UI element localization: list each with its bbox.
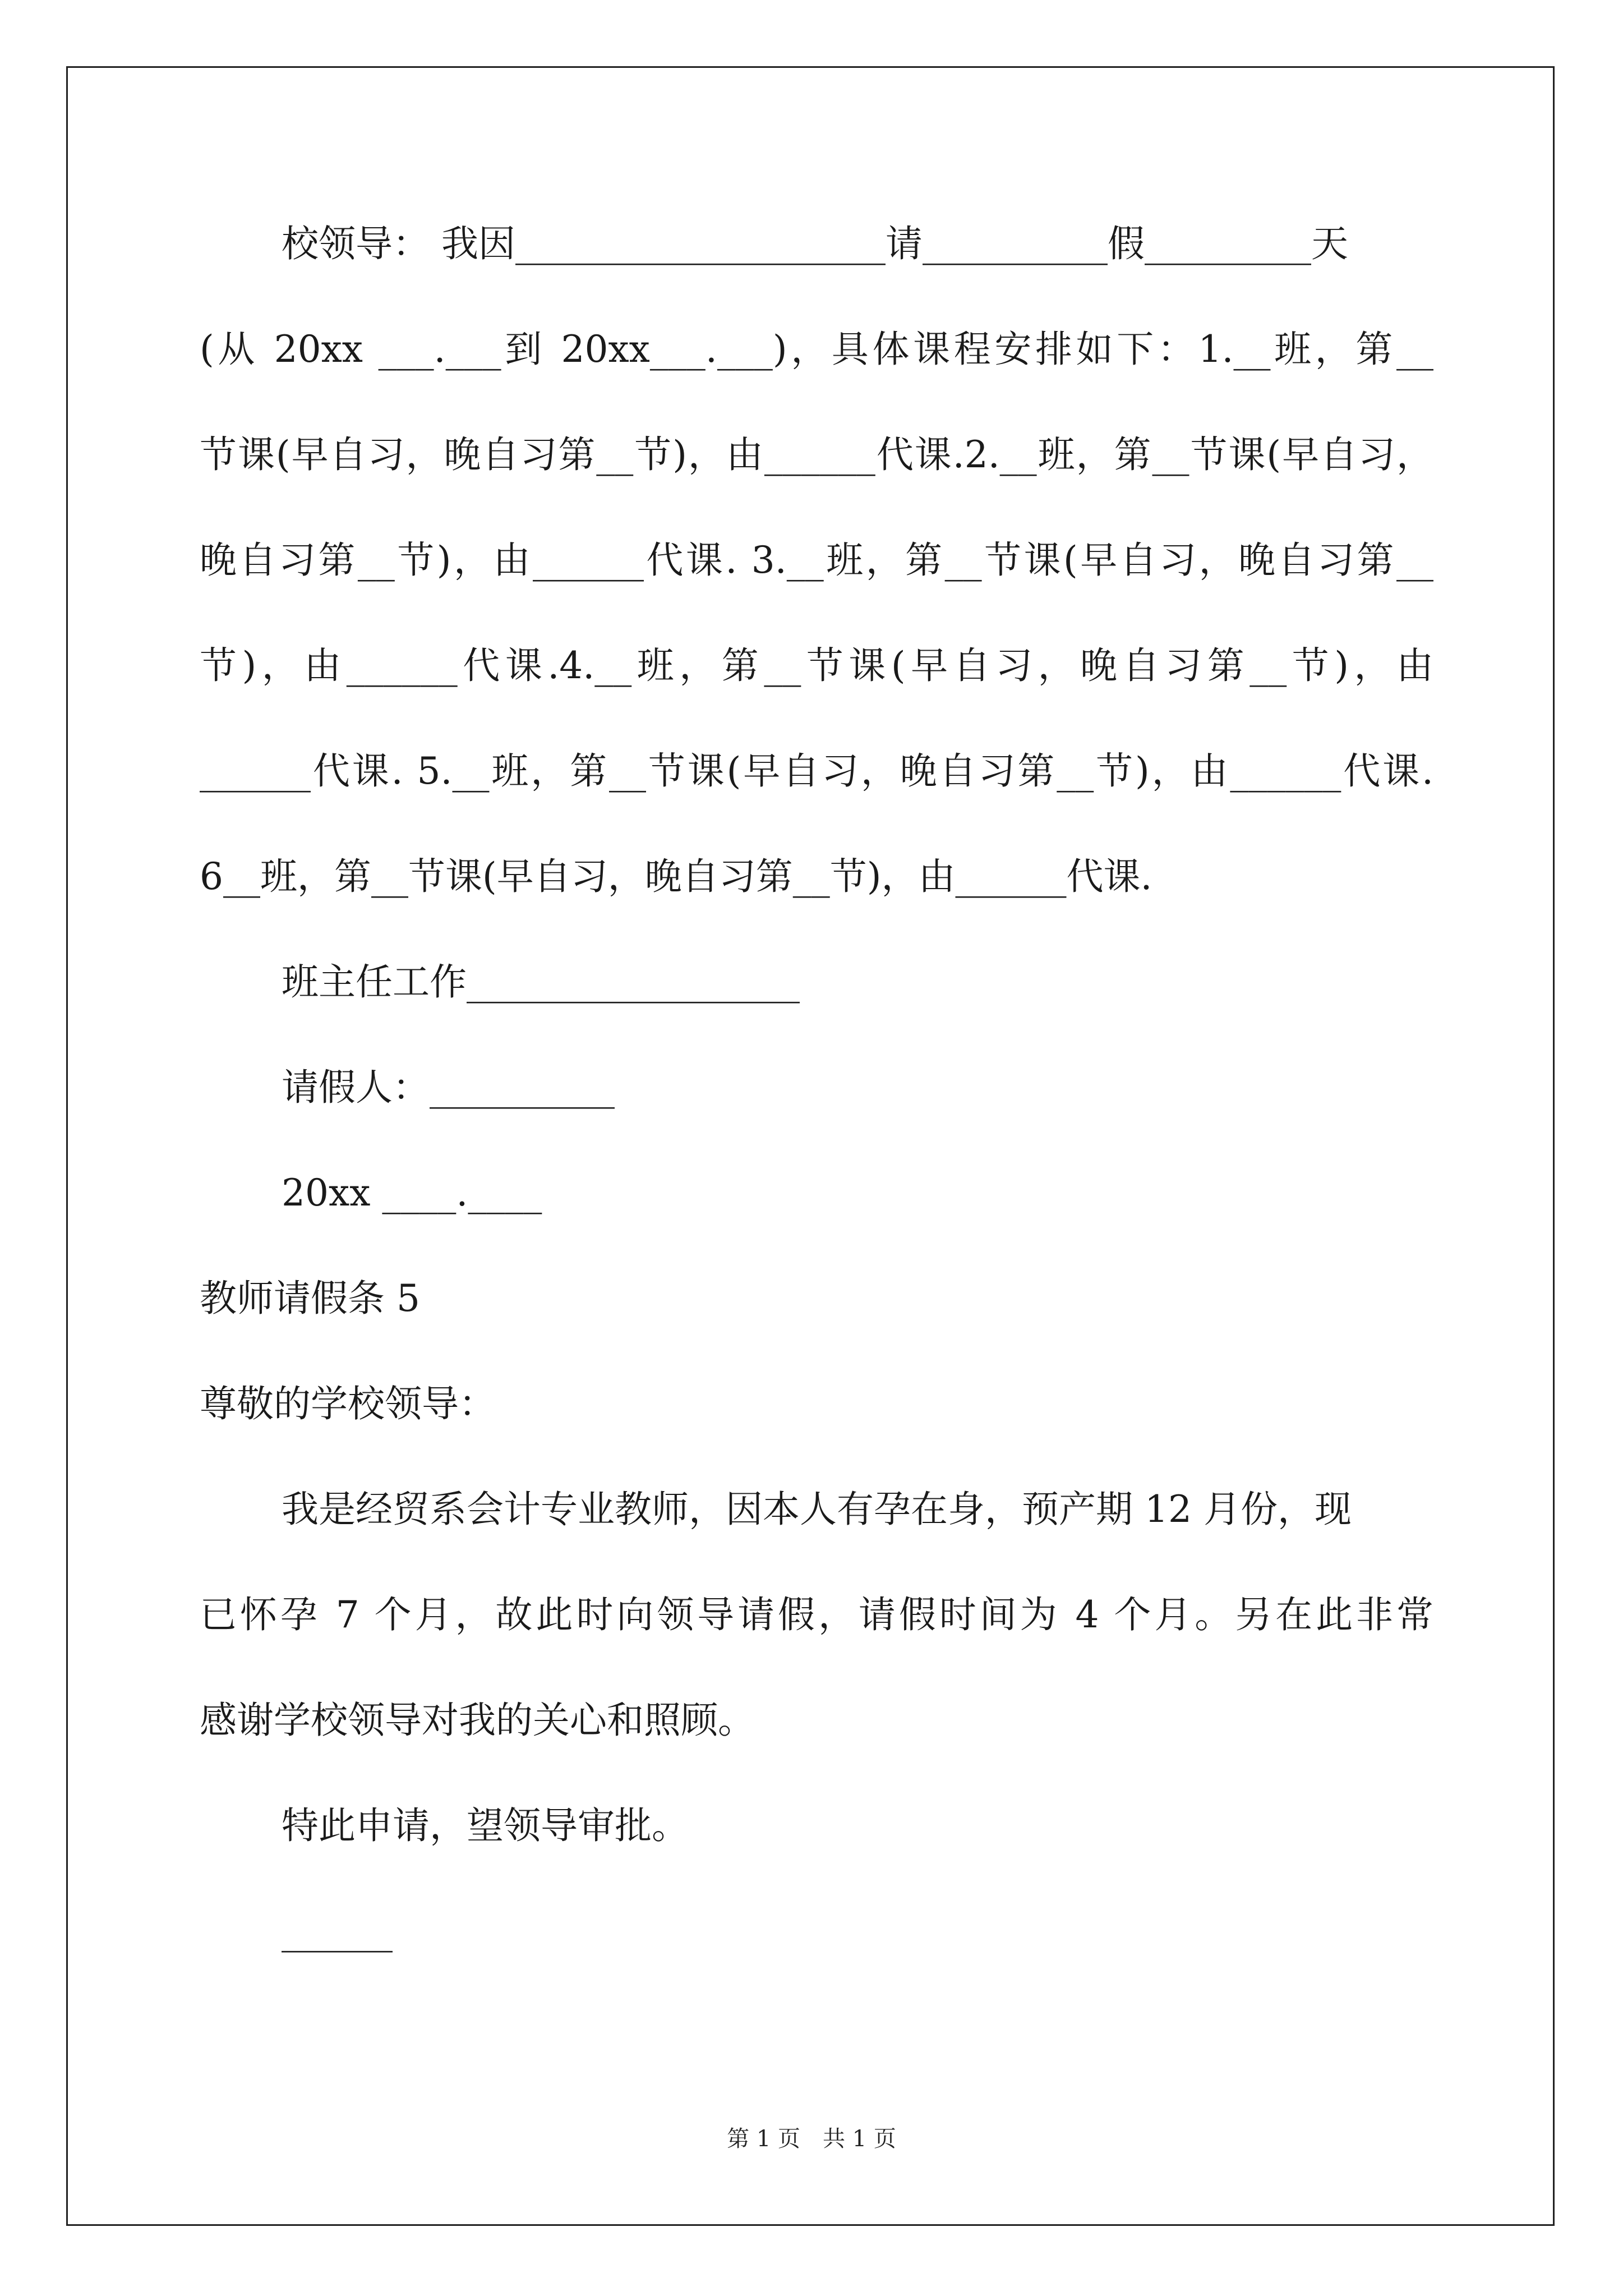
paragraph-line: 已怀孕 7 个月，故此时向领导请假，请假时间为 4 个月。另在此非常 xyxy=(200,1593,1433,1636)
paragraph-line: 晚自习第__节)，由______代课. 3.__班，第__节课(早自习，晚自习第__ xyxy=(200,539,1433,582)
paragraph-line: 6__班，第__节课(早自习，晚自习第__节)，由______代课. xyxy=(200,855,1152,898)
paragraph-line: 节)，由______代课.4.__班，第__节课(早自习，晚自习第__节)，由 xyxy=(200,644,1433,687)
paragraph-line: (从 20xx ___.___到 20xx___.___)，具体课程安排如下：1.__班，第__ xyxy=(200,328,1433,371)
paragraph-line: 我是经贸系会计专业教师，因本人有孕在身，预产期 12 月份，现 xyxy=(282,1488,1352,1531)
signature-blank: ______ xyxy=(282,1910,393,1953)
section-title: 教师请假条 5 xyxy=(200,1277,420,1320)
page-border xyxy=(66,66,1555,2226)
paragraph-line: 20xx ____.____ xyxy=(282,1171,542,1214)
paragraph-line: 校领导： 我因____________________请__________假_________天 xyxy=(282,222,1348,265)
paragraph-line: ______代课. 5.__班，第__节课(早自习，晚自习第__节)，由______代课. xyxy=(200,749,1433,793)
salutation: 尊敬的学校领导： xyxy=(200,1382,496,1425)
page-number: 第 1 页 共 1 页 xyxy=(727,2126,896,2152)
paragraph-line: 节课(早自习，晚自习第__节)，由______代课.2.__班，第__节课(早自习， xyxy=(200,433,1433,476)
paragraph-line: 班主任工作__________________ xyxy=(282,960,800,1004)
paragraph-line: 感谢学校领导对我的关心和照顾。 xyxy=(200,1699,755,1742)
paragraph-line: 请假人：__________ xyxy=(282,1066,615,1109)
paragraph-line: 特此申请，望领导审批。 xyxy=(282,1804,689,1847)
